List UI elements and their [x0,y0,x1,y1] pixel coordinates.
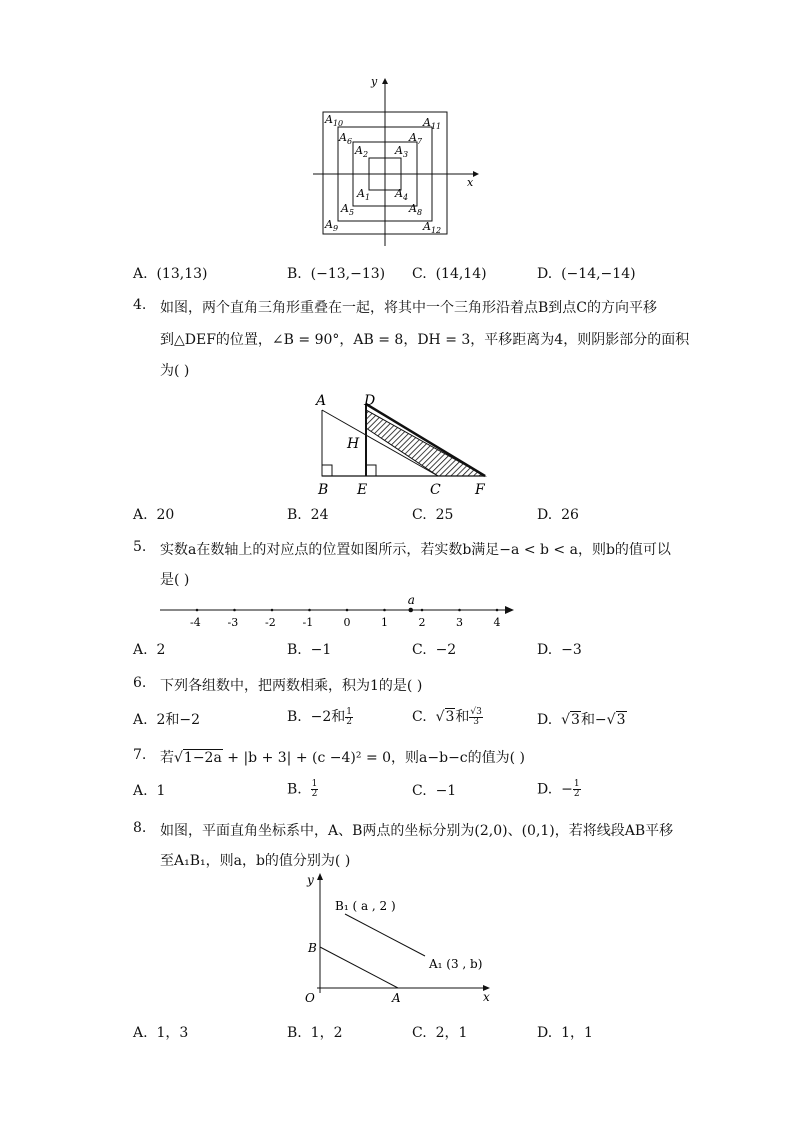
q5-tick-mark [308,609,311,612]
q8-segment-a1b1 [345,914,425,956]
q5-tick-label: 0 [343,616,351,629]
q8-label-a1: A₁ (3 , b) [429,957,483,971]
q5-number-line [155,590,525,630]
q5-tick-mark [421,609,424,612]
q3-label-a12: $A_{12}$ [423,220,442,235]
q8-option-b[interactable]: B. 1，2 [287,1025,343,1041]
q4-right-angle-e [366,465,376,476]
q4-label-f: F [475,482,485,498]
q3-x-arrow [473,171,479,177]
q5-tick-label: 2 [418,616,426,629]
q7-option-b[interactable]: B. $\frac{1}{2}$ [287,779,318,799]
q3-y-arrow [382,78,388,84]
q5-tick-label: -3 [227,616,239,629]
q3-label-a8: $A_8$ [409,202,423,217]
q5-tick-mark [233,609,236,612]
q4-label-b: B [318,482,329,498]
q8-number: 8. [133,820,147,836]
q3-option-a[interactable]: A. (13,13) [133,266,208,282]
q8-label-b: B [308,941,317,955]
q5-line-1: 实数a在数轴上的对应点的位置如图所示，若实数b满足−a < b < a，则b的值可以 [160,542,671,558]
q3-option-d[interactable]: D. (−14,−14) [537,266,636,282]
q3-label-a11: $A_{11}$ [423,116,442,131]
q3-label-a9: $A_9$ [325,218,339,233]
q5-point-label: a [407,593,415,607]
q5-tick-label: -1 [302,616,314,629]
q4-option-b[interactable]: B. 24 [287,507,329,523]
q5-tick-label: 1 [381,616,388,629]
q8-label-a: A [392,991,401,1005]
q8-y-arrow [317,873,323,880]
q3-option-b[interactable]: B. (−13,−13) [287,266,386,282]
q4-line-1: 如图，两个直角三角形重叠在一起，将其中一个三角形沿着点B到点C的方向平移 [160,300,657,316]
q3-label-a3: $A_3$ [395,144,409,159]
q4-number: 4. [133,297,147,313]
q6-line-1: 下列各组数中，把两数相乘，积为1的是( ) [160,678,423,694]
q6-c-fraction: $\frac{√3}{3}$ [470,706,482,727]
q4-option-c[interactable]: C. 25 [412,507,454,523]
q8-figure [295,868,505,1008]
q5-tick-label: -2 [265,616,276,629]
q7-option-c[interactable]: C. −1 [412,783,457,799]
q6-option-c[interactable]: C. √3和 $\frac{√3}{3}$ [412,706,482,727]
q8-line-1: 如图，平面直角坐标系中，A、B两点的坐标分别为(2,0)、(0,1)，若将线段AB平移 [160,823,674,839]
q7-option-a[interactable]: A. 1 [133,783,166,799]
q7-line-1: 若√1−2a + |b + 3| + (c −4)² = 0，则a−b−c的值为( ) [160,750,526,766]
q4-figure [310,390,500,500]
q4-line-2: 到△DEF的位置，∠B = 90°，AB = 8，DH = 3，平移距离为4，则阴影部分的面积 [160,332,690,348]
q5-tick-mark [496,609,499,612]
q4-label-d: D [364,393,376,409]
q4-label-c: C [430,482,441,498]
q8-option-d[interactable]: D. 1，1 [537,1025,593,1041]
q5-option-d[interactable]: D. −3 [537,642,582,658]
q7-radicand: 1−2a [183,750,222,766]
q8-label-o: O [305,991,315,1005]
q6-number: 6. [133,675,147,691]
q8-segment-ab [320,947,398,988]
q3-label-a7: $A_7$ [409,131,423,146]
q6-option-a[interactable]: A. 2和−2 [133,712,201,728]
q3-label-a5: $A_5$ [341,202,355,217]
q6-option-b[interactable]: B. −2和 $\frac{1}{2}$ [287,706,353,727]
q5-option-a[interactable]: A. 2 [133,642,166,658]
q7-option-d[interactable]: D. − $\frac{1}{2}$ [537,779,580,799]
q4-option-a[interactable]: A. 20 [133,507,175,523]
q8-option-a[interactable]: A. 1，3 [133,1025,189,1041]
q7-number: 7. [133,747,147,763]
q6-b-fraction: $\frac{1}{2}$ [346,706,353,727]
q5-tick-label: -4 [190,616,201,629]
q3-figure [305,70,485,250]
q3-label-a2: $A_2$ [355,144,369,159]
q3-label-a4: $A_4$ [395,187,409,202]
q5-line-2: 是( ) [160,572,190,588]
q5-axis-arrow [505,606,514,614]
q5-tick-mark [383,609,386,612]
q3-x-label: x [467,176,474,189]
q3-label-a10: $A_{10}$ [325,113,344,128]
q3-y-label: y [371,75,378,88]
q7-b-fraction: $\frac{1}{2}$ [311,779,318,799]
q4-right-angle-b [322,465,332,476]
q4-label-h: H [347,436,360,452]
q8-line-2: 至A₁B₁，则a，b的值分别为( ) [160,853,351,869]
q6-option-d[interactable]: D. √3和−√3 [537,712,626,728]
q5-tick-mark [196,609,199,612]
q5-option-c[interactable]: C. −2 [412,642,457,658]
q5-tick-mark [271,609,274,612]
q5-tick-label: 3 [456,616,463,629]
q4-option-d[interactable]: D. 26 [537,507,579,523]
q5-tick-mark [458,609,461,612]
q5-tick-mark [346,609,349,612]
q8-label-y: y [307,873,314,887]
q4-line-3: 为( ) [160,363,190,379]
q5-point-a [408,608,413,613]
q5-tick-label: 4 [493,616,501,629]
q8-label-x: x [483,990,490,1004]
q8-option-c[interactable]: C. 2，1 [412,1025,468,1041]
q3-option-c[interactable]: C. (14,14) [412,266,487,282]
q8-label-b1: B₁ ( a , 2 ) [335,899,396,913]
q5-option-b[interactable]: B. −1 [287,642,332,658]
q3-label-a6: $A_6$ [339,131,353,146]
q7-d-fraction: $\frac{1}{2}$ [573,779,580,799]
q5-number: 5. [133,539,147,555]
q4-label-e: E [357,482,368,498]
q4-label-a: A [316,393,327,409]
q3-label-a1: $A_1$ [357,187,371,202]
